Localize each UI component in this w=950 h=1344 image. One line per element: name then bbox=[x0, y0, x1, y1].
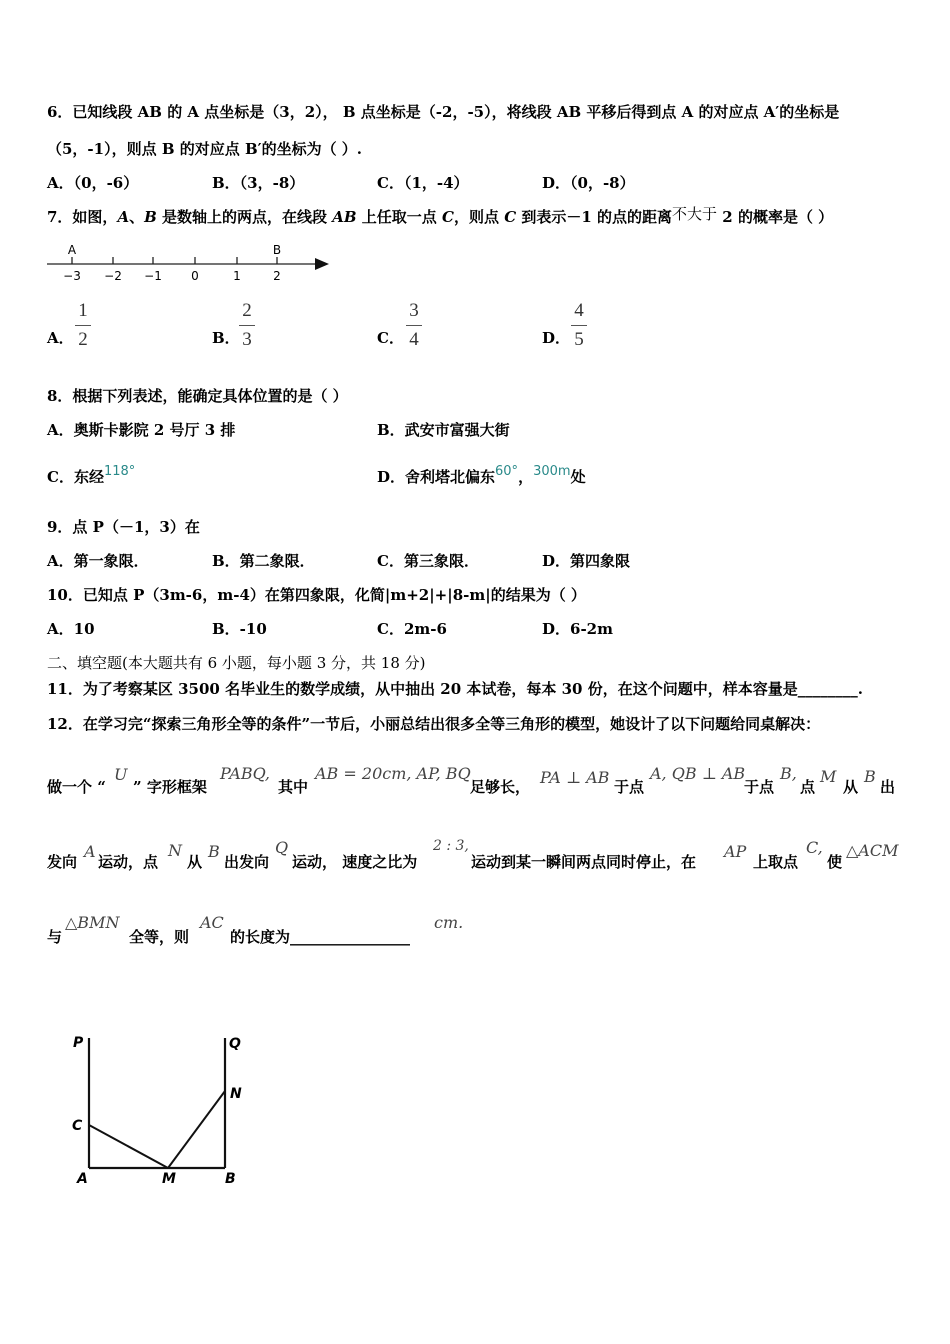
q12-math: C, bbox=[806, 838, 823, 857]
q12-text: 出 bbox=[880, 778, 896, 796]
point-b-label: B bbox=[272, 243, 282, 257]
q12-text: 运动， 速度之比为 bbox=[292, 853, 418, 871]
q12-math: △BMN bbox=[65, 913, 120, 932]
q6-option-d: D．（0，-8） bbox=[542, 174, 635, 192]
q12-math: N bbox=[168, 841, 182, 860]
q12-text: 从 bbox=[187, 853, 203, 871]
q9-stem: 9．点 P（－1，3）在 bbox=[47, 518, 200, 536]
fraction-denominator: 2 bbox=[78, 329, 88, 350]
tick-label: 1 bbox=[233, 269, 241, 283]
q12-text: 出发向 bbox=[224, 853, 270, 871]
q7-var-ab: AB bbox=[332, 208, 357, 226]
q12-math: M bbox=[820, 767, 837, 786]
q12-text: 于点 bbox=[614, 778, 645, 796]
q10-option-d: D．6-2m bbox=[542, 620, 613, 638]
q7-option-a-letter: A． bbox=[47, 329, 74, 347]
q7-stem bbox=[47, 207, 833, 227]
section-2-heading: 二、填空题(本大题共有 6 小题，每小题 3 分，共 18 分) bbox=[47, 654, 426, 672]
q11-stem: 11．为了考察某区 3500 名毕业生的数学成绩，从中抽出 20 本试卷，每本 30 份，在这个问题中，样本容量是________. bbox=[47, 680, 863, 698]
q12-text: 做一个 “ bbox=[47, 778, 106, 796]
q6-stem-line2: （5，-1），则点 B 的对应点 B′的坐标为（ ）. bbox=[47, 140, 363, 158]
q7-var-c2: C bbox=[504, 208, 517, 226]
label-m: M bbox=[162, 1171, 176, 1187]
q12-math: A bbox=[84, 842, 96, 861]
q8-option-b: B．武安市富强大街 bbox=[377, 421, 510, 439]
q7-number-line bbox=[45, 240, 335, 290]
point-a-label: A bbox=[67, 243, 77, 257]
q12-math: A, QB ⊥ AB bbox=[650, 764, 746, 783]
tick-label: −1 bbox=[144, 269, 162, 283]
q7-stem-text: ，则点 bbox=[453, 208, 505, 226]
label-n: N bbox=[230, 1086, 242, 1102]
q6-option-c: C．（1，-4） bbox=[377, 174, 469, 192]
q8-option-d-end: 处 bbox=[570, 468, 586, 486]
q7-var-a: A bbox=[117, 208, 130, 226]
label-p: P bbox=[73, 1035, 84, 1051]
q12-math: B bbox=[208, 842, 220, 861]
q7-var-c: C bbox=[442, 208, 454, 226]
q12-text: 全等，则 bbox=[129, 928, 190, 946]
q10-option-c: C．2m-6 bbox=[377, 620, 447, 638]
q12-text: 发向 bbox=[47, 853, 78, 871]
q7-option-c-letter: C． bbox=[377, 329, 404, 347]
q12-math: B bbox=[864, 767, 876, 786]
segment-cm bbox=[89, 1125, 168, 1168]
q12-text: 点 bbox=[800, 778, 816, 796]
fraction-denominator: 3 bbox=[242, 329, 252, 350]
q12-text: 足够长， bbox=[470, 778, 531, 796]
q12-math: AC bbox=[200, 913, 224, 932]
q12-text: 于点 bbox=[744, 778, 775, 796]
q12-text: 运动到某一瞬间两点同时停止，在 bbox=[471, 853, 697, 871]
q10-option-b: B．-10 bbox=[212, 620, 267, 638]
q12-figure bbox=[65, 1025, 265, 1195]
q12-math: PA ⊥ AB bbox=[540, 768, 610, 787]
q7-option-d-letter: D． bbox=[542, 329, 571, 347]
q12-math: U bbox=[114, 765, 128, 784]
q7-stem-text: 是数轴上的两点，在线段 bbox=[156, 208, 333, 226]
q12-math: AB = 20cm, AP, BQ bbox=[315, 764, 471, 783]
q12-math: Q bbox=[275, 838, 289, 857]
number-line-arrow bbox=[315, 258, 329, 270]
q9-option-b: B．第二象限． bbox=[212, 552, 315, 570]
q12-text: ” 字形框架 bbox=[133, 778, 207, 796]
q7-option-a-fraction bbox=[73, 300, 93, 351]
q7-stem-raised: 不大于 bbox=[672, 205, 718, 223]
q10-option-a: A．10 bbox=[47, 620, 95, 638]
tick-label: 0 bbox=[191, 269, 199, 283]
q7-stem-text: 、 bbox=[129, 208, 145, 226]
label-b: B bbox=[225, 1171, 236, 1187]
q12-math: PABQ, bbox=[220, 764, 271, 783]
q12-text: 运动，点 bbox=[98, 853, 159, 871]
q8-option-d-angle: 60° bbox=[495, 464, 519, 479]
q10-stem: 10．已知点 P（3m-6，m-4）在第四象限，化简|m+2|+|8-m|的结果为（ ） bbox=[47, 586, 586, 604]
q12-math: B, bbox=[780, 764, 797, 783]
q7-stem-text: 到表示－1 的点的距离 bbox=[516, 208, 673, 226]
q12-line1: 12．在学习完“探索三角形全等的条件”一节后，小丽总结出很多全等三角形的模型，她设计了以下问题给同桌解决： bbox=[47, 715, 821, 733]
q7-option-c-fraction bbox=[404, 300, 424, 351]
fraction-bar bbox=[406, 325, 422, 326]
label-q: Q bbox=[229, 1036, 241, 1052]
label-a: A bbox=[77, 1171, 88, 1187]
q12-text: 与 bbox=[47, 928, 63, 946]
q12-math: AP bbox=[724, 842, 747, 861]
q12-math: cm. bbox=[434, 913, 464, 932]
q9-option-a: A．第一象限． bbox=[47, 552, 149, 570]
q7-option-d-fraction bbox=[569, 300, 589, 351]
q9-option-c: C．第三象限． bbox=[377, 552, 479, 570]
q12-answer-blank[interactable]: 的长度为________________ bbox=[230, 928, 411, 946]
q8-option-c-label: C．东经 bbox=[47, 468, 104, 486]
q8-option-d bbox=[377, 464, 586, 489]
tick-label: −3 bbox=[63, 269, 81, 283]
q8-stem: 8．根据下列表述，能确定具体位置的是（ ） bbox=[47, 387, 348, 405]
q12-text: 上取点 bbox=[753, 853, 799, 871]
q8-option-d-label: D．舍利塔北偏东 bbox=[377, 468, 496, 486]
q9-option-d: D．第四象限 bbox=[542, 552, 631, 570]
q7-option-b-fraction bbox=[237, 300, 257, 351]
fraction-bar bbox=[75, 325, 91, 326]
q7-stem-text: 2 的概率是（ ） bbox=[717, 208, 834, 226]
fraction-numerator: 2 bbox=[242, 300, 252, 321]
fraction-denominator: 4 bbox=[409, 329, 419, 350]
q8-option-d-distance: 300m bbox=[533, 464, 571, 479]
fraction-numerator: 4 bbox=[574, 300, 584, 321]
q8-option-c-value: 118° bbox=[103, 464, 136, 479]
fraction-bar bbox=[239, 325, 255, 326]
q12-text: 其中 bbox=[278, 778, 309, 796]
q7-stem-text: 上任取一点 bbox=[356, 208, 443, 226]
q6-stem-line1: 6．已知线段 AB 的 A 点坐标是（3，2）， B 点坐标是（-2，-5），将线段 AB 平移后得到点 A 的对应点 A′的坐标是 bbox=[47, 103, 840, 121]
tick-label: 2 bbox=[273, 269, 281, 283]
q8-option-c bbox=[47, 464, 136, 489]
q12-text: 从 bbox=[843, 778, 859, 796]
q12-math: △ACM bbox=[846, 841, 899, 860]
q12-math: 2 : 3, bbox=[433, 838, 469, 854]
tick-label: −2 bbox=[104, 269, 122, 283]
q8-option-a: A．奥斯卡影院 2 号厅 3 排 bbox=[47, 421, 236, 439]
label-c: C bbox=[72, 1118, 83, 1134]
q7-var-b: B bbox=[144, 208, 157, 226]
q7-option-b-letter: B． bbox=[212, 329, 240, 347]
q6-option-b: B．（3，-8） bbox=[212, 174, 305, 192]
q8-option-d-sep: ， bbox=[518, 468, 534, 486]
segment-mn bbox=[168, 1091, 225, 1168]
fraction-denominator: 5 bbox=[574, 329, 584, 350]
fraction-numerator: 1 bbox=[78, 300, 88, 321]
q12-text: 使 bbox=[827, 853, 843, 871]
fraction-numerator: 3 bbox=[409, 300, 419, 321]
q6-option-a: A．（0，-6） bbox=[47, 174, 139, 192]
fraction-bar bbox=[571, 325, 587, 326]
q7-stem-text: 7．如图， bbox=[47, 208, 118, 226]
